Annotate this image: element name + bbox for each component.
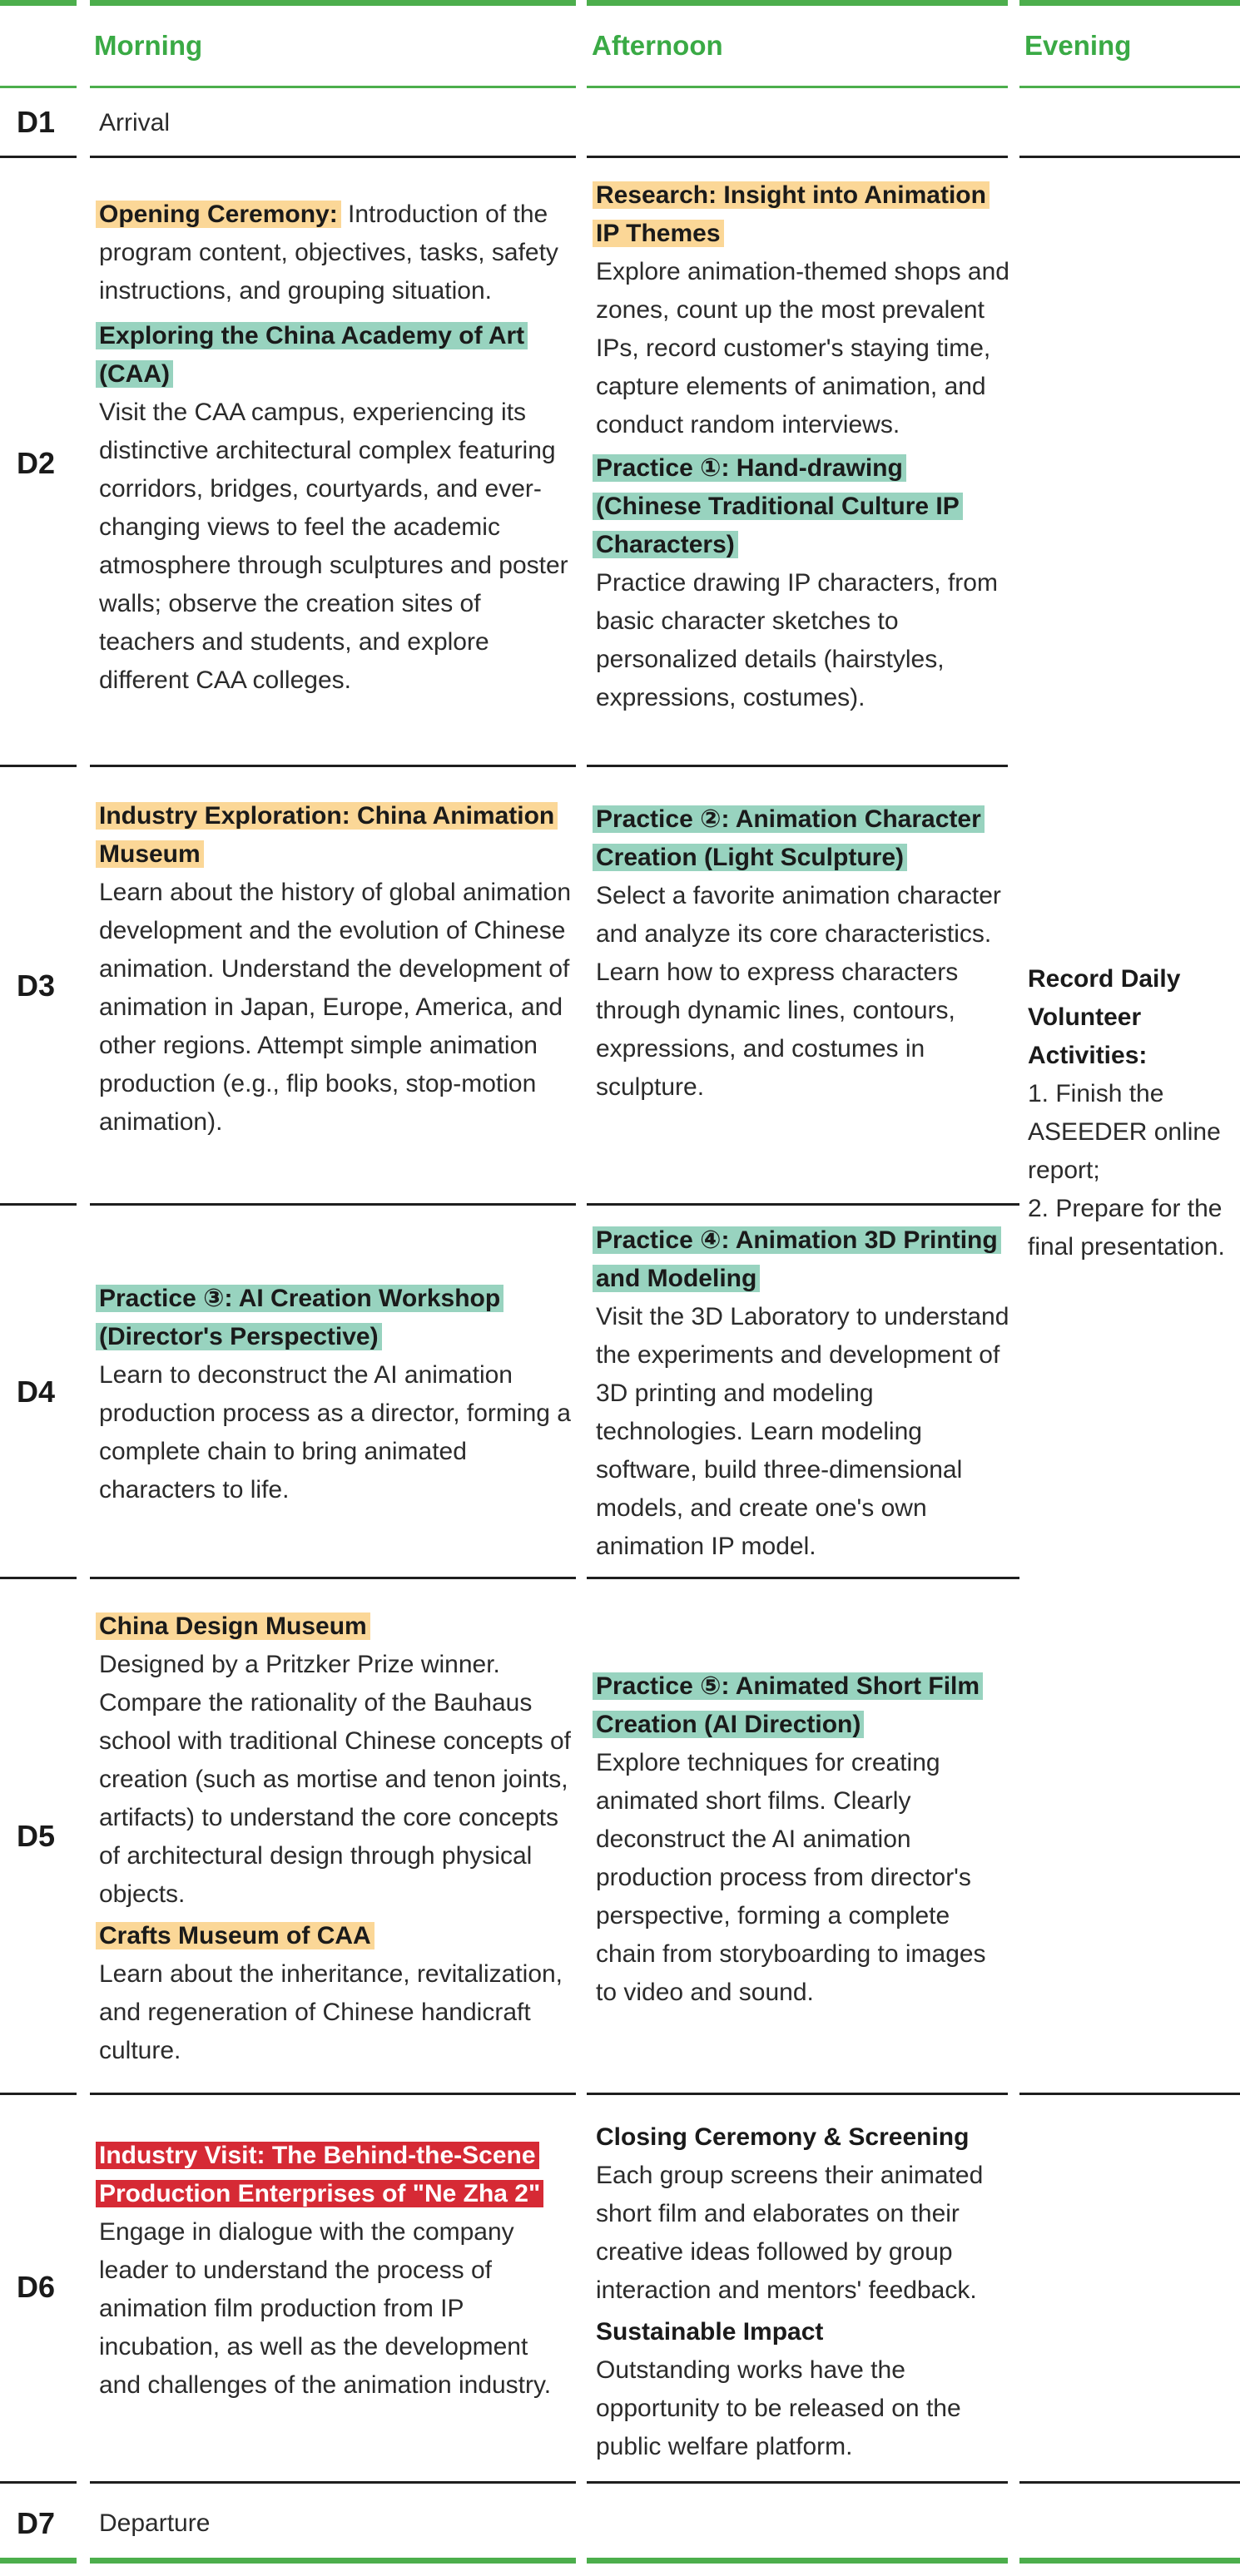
day-label-d1: D1 (17, 105, 56, 139)
header-evening: Evening (1024, 30, 1132, 61)
header-morning: Morning (94, 30, 203, 61)
activity-description: Engage in dialogue with the company leader to understand the process of animation film production from IP incubation, as well as the development and challenges of the animation industry. (99, 2218, 552, 2399)
row-divider (90, 1203, 576, 1206)
activity-title: Exploring the China Academy of Art (CAA) (96, 322, 528, 388)
activity-title: Practice ④: Animation 3D Printing and Modeling (593, 1226, 1001, 1292)
header-rule (1019, 86, 1240, 88)
row-divider (90, 765, 576, 767)
activity-title: Sustainable Impact (596, 2318, 824, 2346)
d3-morning (99, 797, 573, 1142)
row-divider (1019, 2093, 1240, 2095)
activity-title: Industry Visit: The Behind-the-Scene Production Enterprises of "Ne Zha 2" (96, 2142, 543, 2207)
bottom-rule (587, 2558, 1008, 2564)
day-label-d3: D3 (17, 968, 56, 1003)
row-divider (90, 1577, 576, 1579)
row-divider (587, 765, 1008, 767)
row-divider (587, 1203, 1019, 1206)
activity-description: Designed by a Pritzker Prize winner. Compare the rationality of the Bauhaus school with traditional Chinese concepts of creation (such as mortise and tenon joints, artifacts) to understand the core concepts of architectural design through physical objects. (99, 1651, 571, 1908)
row-divider (587, 2093, 1008, 2095)
row-divider (90, 2093, 576, 2095)
activity-description: Learn about the inheritance, revitalization, and regeneration of Chinese handicraft culture. (99, 1960, 563, 2064)
row-divider (1019, 156, 1240, 158)
d5-afternoon (596, 1667, 1010, 2012)
d3-afternoon (596, 800, 1010, 1107)
evening-item-1: 1. Finish the ASEEDER online report; (1028, 1080, 1221, 1184)
row-divider (0, 2481, 77, 2484)
row-divider (0, 1577, 77, 1579)
row-divider (587, 1577, 1019, 1579)
activity-title: China Design Museum (96, 1612, 370, 1640)
evening-item-2: 2. Prepare for the final presentation. (1028, 1195, 1225, 1261)
top-rule (1019, 0, 1240, 6)
activity-description: Explore techniques for creating animated short films. Clearly deconstruct the AI animation production process from director's perspective, forming a complete chain from storyboarding to images to video and sound. (596, 1749, 986, 2006)
day-label-d7: D7 (17, 2506, 56, 2540)
day-label-d6: D6 (17, 2270, 56, 2304)
activity-title: Industry Exploration: China Animation Museum (96, 802, 558, 868)
activity-title: Practice ⑤: Animated Short Film Creation (AI Direction) (593, 1672, 983, 1738)
evening-cell (1028, 960, 1236, 1266)
activity-description: Explore animation-themed shops and zones, count up the most prevalent IPs, record customer's staying time, capture elements of animation, and conduct random interviews. (596, 258, 1009, 438)
header-rule (0, 86, 77, 88)
activity-description: Learn to deconstruct the AI animation production process as a director, forming a complete chain to bring animated characters to life. (99, 1361, 571, 1503)
activity-title: Opening Ceremony: (96, 201, 341, 228)
evening-title: Record Daily Volunteer Activities: (1028, 965, 1181, 1069)
activity-title: Practice ①: Hand-drawing (Chinese Traditional Culture IP Characters) (593, 454, 963, 558)
d2-morning (99, 196, 573, 700)
row-divider (0, 2093, 77, 2095)
day-label-d4: D4 (17, 1375, 56, 1409)
top-rule (90, 0, 576, 6)
activity-block (99, 317, 573, 394)
activity-title: Closing Ceremony & Screening (596, 2123, 970, 2151)
activity-description: Learn about the history of global animation development and the evolution of Chinese animation. Understand the development of animation in Japan, Europe, America, and other regions. Attempt simple animation production (e.g., flip books, stop-motion animation). (99, 879, 572, 1136)
bottom-rule (0, 2558, 77, 2564)
row-divider (0, 1203, 77, 1206)
row-divider (0, 765, 77, 767)
activity-title: Crafts Museum of CAA (96, 1922, 374, 1949)
d5-morning (99, 1608, 573, 2070)
activity-description: Outstanding works have the opportunity to be released on the public welfare platform. (596, 2356, 961, 2460)
activity-title: Practice ②: Animation Character Creation (Light Sculpture) (593, 805, 985, 871)
activity-title: Practice ③: AI Creation Workshop (Director's Perspective) (96, 1285, 503, 1350)
row-divider (1019, 2481, 1240, 2484)
row-divider (90, 2481, 576, 2484)
activity-block (99, 196, 573, 310)
d6-morning (99, 2137, 573, 2405)
activity-description: Select a favorite animation character and analyze its core characteristics. Learn how to express characters through dynamic lines, contours, expressions, and costumes in sculpture. (596, 882, 1001, 1101)
top-rule (587, 0, 1008, 6)
bottom-rule (1019, 2558, 1240, 2564)
activity-description: Practice drawing IP characters, from basic character sketches to personalized details (hairstyles, expressions, costumes). (596, 569, 998, 711)
row-divider (587, 2481, 1008, 2484)
header-rule (587, 86, 1008, 88)
d4-afternoon (596, 1221, 1010, 1566)
d1-morning: Arrival (99, 109, 171, 136)
day-label-d2: D2 (17, 446, 56, 480)
top-rule (0, 0, 77, 6)
row-divider (0, 156, 77, 158)
bottom-rule (90, 2558, 576, 2564)
header-afternoon: Afternoon (592, 30, 723, 61)
d4-morning (99, 1280, 573, 1509)
row-divider (90, 156, 576, 158)
row-divider (587, 156, 1008, 158)
activity-description: Introduction of the program content, objectives, tasks, safety instructions, and grouping situation. (99, 201, 558, 305)
activity-description: Visit the CAA campus, experiencing its distinctive architectural complex featuring corridors, bridges, courtyards, and ever-changing views to feel the academic atmosphere through sculptures and poster walls; observe the creation sites of teachers and students, and explore different CAA colleges. (99, 399, 568, 694)
header-rule (90, 86, 576, 88)
day-label-d5: D5 (17, 1819, 56, 1853)
d2-afternoon (596, 176, 1010, 717)
d6-afternoon (596, 2118, 1010, 2466)
activity-description: Visit the 3D Laboratory to understand the experiments and development of 3D printing and modeling technologies. Learn modeling software, build three-dimensional models, and create one's own animation IP model. (596, 1303, 1009, 1560)
activity-description: Each group screens their animated short film and elaborates on their creative ideas followed by group interaction and mentors' feedback. (596, 2162, 984, 2304)
d7-morning: Departure (99, 2509, 211, 2537)
activity-title: Research: Insight into Animation IP Themes (593, 181, 990, 247)
